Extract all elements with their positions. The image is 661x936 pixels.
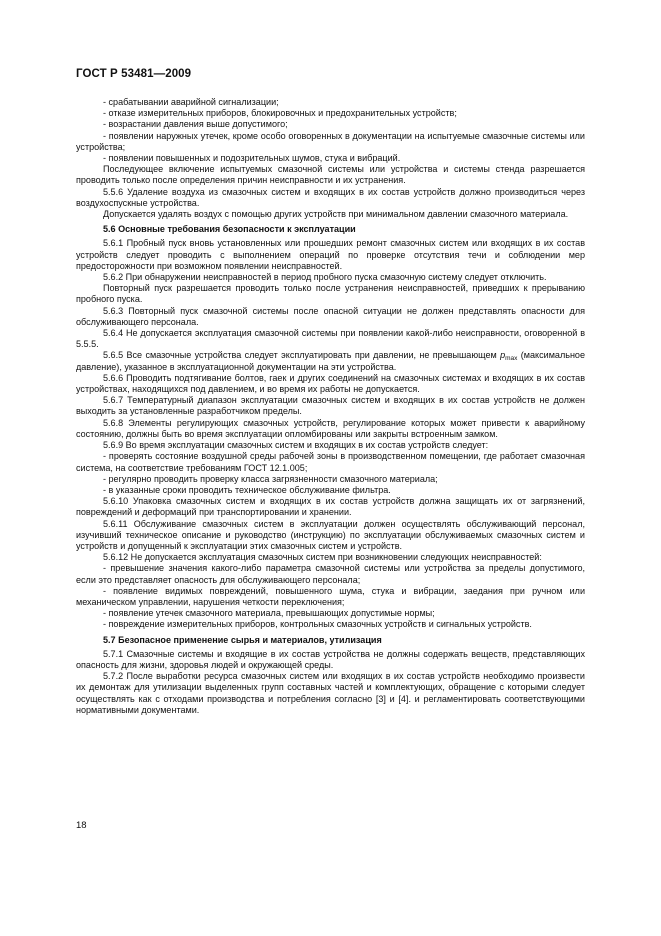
list-item: - проверять состояние воздушной среды рабочей зоны в производственном помещении, где работает смазочная система, на соответствие требованиям ГОСТ 12.1.005;	[76, 451, 585, 473]
list-item: - отказе измерительных приборов, блокировочных и предохранительных устройств;	[103, 108, 457, 119]
clause-5-6-5-tail: (максимальное давление), указанное в эксплуатационной документации на эти устройства.	[76, 350, 585, 372]
list-item: - в указанные сроки проводить техническое обслуживание фильтра.	[103, 484, 391, 495]
list-item: - появление видимых повреждений, повышенного шума, стука и вибрации, заедания при ручном или механическом управлении, нарушения четкости переключения;	[76, 585, 585, 607]
clause-5-6-8: 5.6.8 Элементы регулирующих смазочных устройств, регулирование которых может привести к аварийному состоянию, должны быть во время эксплуатации опломбированы или закрыты встроенным замком.	[76, 417, 585, 439]
clause-5-6-12: 5.6.12 Не допускается эксплуатация смазочных систем при возникновении следующих неисправностей:	[103, 552, 542, 563]
list-item: - возрастании давления выше допустимого;	[103, 119, 288, 130]
section-heading-5-7: 5.7 Безопасное применение сырья и материалов, утилизация	[103, 634, 382, 645]
clause-5-6-5-text: 5.6.5 Все смазочные устройства следует эксплуатировать при давлении, не превышающем	[103, 350, 497, 361]
pmax-subscript: max	[505, 355, 518, 363]
clause-5-6-10: 5.6.10 Упаковка смазочных систем и входящих в их состав устройств должна защищать их от загрязнений, повреждений и деформаций при транспортировании и хранении.	[76, 496, 585, 518]
list-item: - регулярно проводить проверку класса загрязненности смазочного материала;	[103, 473, 438, 484]
clause-5-6-4: 5.6.4 Не допускается эксплуатация смазочной системы при появлении какой-либо неисправности, оговоренной в 5.5.5.	[76, 328, 585, 350]
list-item: - повреждение измерительных приборов, контрольных смазочных устройств и сигнальных устройств.	[103, 619, 532, 630]
clause-5-5-6: 5.5.6 Удаление воздуха из смазочных систем и входящих в их состав устройств должно производиться через воздухоспускные устройства.	[76, 186, 585, 208]
list-item: - превышение значения какого-либо параметра смазочной системы или устройства за пределы допустимого, если это представляет опасность для обслуживающего персонала;	[76, 563, 585, 585]
clause-5-6-2: 5.6.2 При обнаружении неисправностей в период пробного пуска смазочную систему следует отключить.	[103, 272, 547, 283]
clause-5-6-9: 5.6.9 Во время эксплуатации смазочных систем и входящих в их состав устройств следует:	[103, 440, 489, 451]
clause-5-6-6: 5.6.6 Проводить подтягивание болтов, гаек и других соединений на смазочных системах и входящих в их состав устройствах, находящихся под давлением, и во время их работы не допускается.	[76, 372, 585, 395]
pmax-letter: p	[500, 350, 506, 361]
paragraph: Повторный пуск разрешается проводить только после устранения неисправностей, приведших к прерыванию пробного пуска.	[76, 283, 585, 305]
list-item: - появлении повышенных и подозрительных шумов, стука и вибраций.	[103, 153, 401, 164]
document-body	[76, 97, 585, 716]
clause-5-6-7: 5.6.7 Температурный диапазон эксплуатации смазочных систем и входящих в их состав устройств не должен выходить за установленные разработчиком пределы.	[76, 395, 585, 417]
list-item: - появлении наружных утечек, кроме особо оговоренных в документации на испытуемые смазочные системы или устройства;	[76, 130, 585, 152]
clause-5-7-1: 5.7.1 Смазочные системы и входящие в их состав устройства не должны содержать веществ, представляющих опасность для жизни, здоровья людей и окружающей среды.	[76, 648, 585, 670]
page-number: 18	[76, 820, 87, 831]
section-heading-5-6: 5.6 Основные требования безопасности к эксплуатации	[103, 224, 356, 235]
paragraph: Допускается удалять воздух с помощью других устройств при минимальном давлении смазочного материала.	[103, 209, 569, 220]
document-header: ГОСТ Р 53481—2009	[76, 68, 192, 80]
clause-5-7-2: 5.7.2 После выработки ресурса смазочных систем или входящих в их состав устройств необходимо произвести их демонтаж для утилизации выделенных групп составных частей и комплектующих, обращение с которыми следует осуществлять как с отходами производства и потребления согласно [3] и [4]. и регламентировать соответствующими нормативными документами.	[76, 671, 585, 715]
paragraph: Последующее включение испытуемых смазочной системы или устройства и системы стенда разрешается проводить только после определения причин неисправности и их устранения.	[76, 164, 585, 186]
list-item: - появление утечек смазочного материала, превышающих допустимые нормы;	[103, 608, 435, 619]
clause-5-6-5	[76, 350, 585, 372]
pmax-symbol	[500, 350, 518, 363]
clause-5-6-3: 5.6.3 Повторный пуск смазочной системы после опасной ситуации не должен представлять опасности для обслуживающего персонала.	[76, 305, 585, 327]
list-item: - срабатывании аварийной сигнализации;	[103, 97, 279, 107]
clause-5-6-1: 5.6.1 Пробный пуск вновь установленных или прошедших ремонт смазочных систем или входящих в их состав устройств следует проводить с выполнением операций по проверке отсутствия течи и соблюдении мер предосторожности при возможном появлении неисправностей.	[76, 238, 585, 271]
clause-5-6-11: 5.6.11 Обслуживание смазочных систем в эксплуатации должен осуществлять обслуживающий персонал, изучивший техническое описание и руководство (инструкцию) по эксплуатации обслуживаемых смазочных систем и устройств и допущенный к эксплуатации этих смазочных систем и устройств.	[76, 518, 585, 551]
